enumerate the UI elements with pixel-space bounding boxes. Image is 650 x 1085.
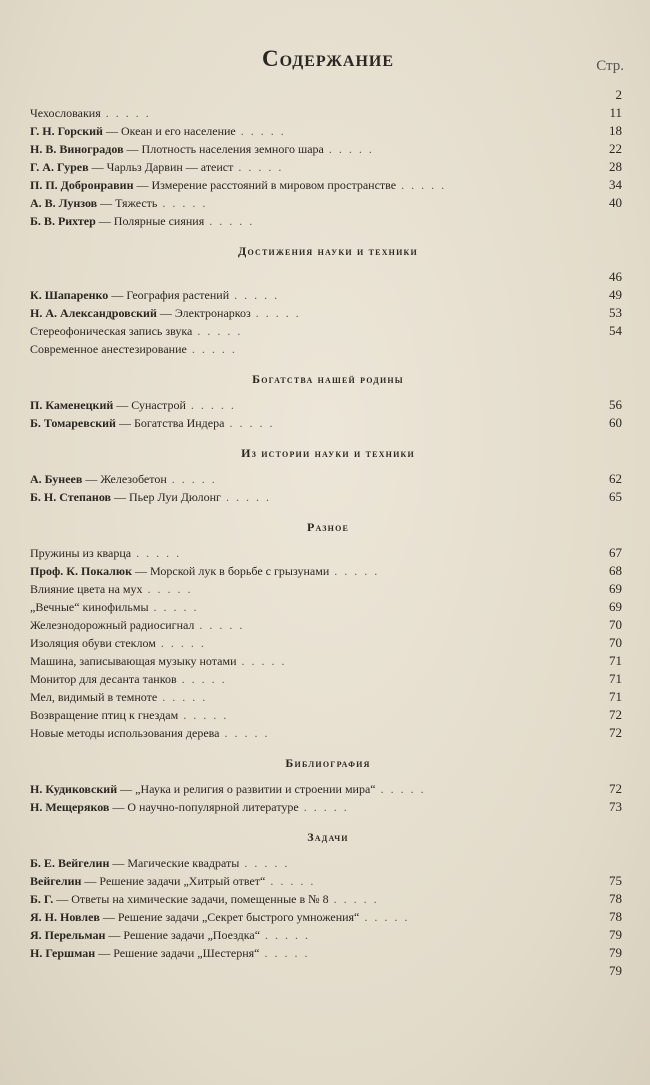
entry-title: — Полярные сияния — [95, 214, 205, 228]
entry-page: 72 — [609, 781, 622, 796]
entry-title: — Океан и его население — [102, 124, 236, 138]
page-title: Содержание — [261, 46, 395, 71]
toc-entry — [30, 598, 626, 616]
toc-entry — [30, 908, 626, 926]
entry-title: — География растений — [108, 288, 230, 302]
entry-title: Мел, видимый в темноте — [30, 690, 158, 704]
toc-entry — [30, 854, 626, 872]
entry-page: 28 — [609, 159, 622, 174]
leader-dots: . . . . . — [157, 690, 208, 704]
leader-dots: . . . . . — [219, 726, 270, 740]
toc-entry — [30, 634, 626, 652]
toc-entry — [30, 140, 626, 158]
page-column-label: Стр. — [596, 58, 624, 74]
entry-author: Я. Перельман — [30, 928, 106, 942]
entry-title: — Решение задачи „Шестерня“ — [95, 946, 260, 960]
entry-title: — „Наука и религия о развитии и строении мира“ — [117, 782, 376, 796]
toc-entry — [30, 652, 626, 670]
toc-entry — [30, 396, 626, 414]
entry-page: 69 — [609, 599, 622, 614]
entry-author: П. П. Добронравин — [30, 178, 134, 192]
toc-section — [30, 244, 626, 358]
leader-dots: . . . . . — [166, 472, 217, 486]
entry-page: 67 — [609, 545, 622, 560]
entry-title: Машина, записывающая музыку нотами — [30, 654, 237, 668]
entry-page: 72 — [609, 725, 622, 740]
leader-dots: . . . . . — [250, 306, 301, 320]
entry-author: Б. Томаревский — [30, 416, 116, 430]
entry-page: 60 — [609, 415, 622, 430]
toc-entry — [30, 122, 626, 140]
leader-dots: . . . . . — [148, 600, 199, 614]
floating-page-number: 79 — [609, 963, 622, 978]
leader-dots: . . . . . — [260, 928, 311, 942]
entry-title: Монитор для десанта танков — [30, 672, 177, 686]
floating-page-number: 46 — [609, 269, 622, 284]
entry-title: — Морской лук в борьбе с грызунами — [132, 564, 330, 578]
entry-title: — Сунастрой — [113, 398, 186, 412]
entry-title: Влияние цвета на мух — [30, 582, 143, 596]
toc-entry — [30, 158, 626, 176]
entry-title: „Вечные“ кинофильмы — [30, 600, 149, 614]
entry-author: А. Бунеев — [30, 472, 83, 486]
entry-title: — Электронаркоз — [156, 306, 251, 320]
entry-author: А. В. Лунзов — [30, 196, 98, 210]
entry-author: Н. Кудиковский — [30, 782, 118, 796]
toc-entry — [30, 414, 626, 432]
toc-entry — [30, 724, 626, 742]
leader-dots: . . . . . — [265, 874, 316, 888]
leader-dots: . . . . . — [100, 106, 151, 120]
entry-page: 54 — [609, 323, 622, 338]
leader-dots: . . . . . — [131, 546, 182, 560]
entry-title: — Тяжесть — [97, 196, 158, 210]
toc-entry — [30, 580, 626, 598]
toc-entry — [30, 322, 626, 340]
leader-dots: . . . . . — [233, 160, 284, 174]
entry-page: 56 — [609, 397, 622, 412]
section-heading: Достижения науки и техники — [238, 244, 418, 258]
entry-title: Новые методы использования дерева — [30, 726, 220, 740]
entry-title: — Железобетон — [82, 472, 167, 486]
entry-author: П. Каменецкий — [30, 398, 114, 412]
toc-section — [30, 756, 626, 816]
section-heading: Из истории науки и техники — [241, 446, 415, 460]
leader-dots: . . . . . — [220, 490, 271, 504]
entry-author: Г. Н. Горский — [30, 124, 103, 138]
entry-title: Железнодорожный радиосигнал — [30, 618, 195, 632]
leader-dots: . . . . . — [155, 636, 206, 650]
leader-dots: . . . . . — [259, 946, 310, 960]
entry-page: 62 — [609, 471, 622, 486]
section-heading: Задачи — [307, 830, 349, 844]
leader-dots: . . . . . — [224, 416, 275, 430]
entry-title: — Магические квадраты — [109, 856, 240, 870]
leader-dots: . . . . . — [204, 214, 255, 228]
entry-author: Б. Г. — [30, 892, 54, 906]
entry-page: 78 — [609, 891, 622, 906]
leader-dots: . . . . . — [396, 178, 447, 192]
leader-dots: . . . . . — [239, 856, 290, 870]
entry-page: 22 — [609, 141, 622, 156]
entry-title: — Измерение расстояний в мировом пространстве — [133, 178, 397, 192]
toc-entry — [30, 176, 626, 194]
toc-entry — [30, 926, 626, 944]
leader-dots: . . . . . — [235, 124, 286, 138]
entry-page: 18 — [609, 123, 622, 138]
entry-title: Изоляция обуви стеклом — [30, 636, 156, 650]
toc-entry — [30, 872, 626, 890]
leader-dots: . . . . . — [375, 782, 426, 796]
leader-dots: . . . . . — [192, 324, 243, 338]
toc-entry — [30, 212, 626, 230]
entry-page: 78 — [609, 909, 622, 924]
entry-author: Я. Н. Новлев — [30, 910, 100, 924]
toc-entry — [30, 944, 626, 962]
toc-entry — [30, 104, 626, 122]
entry-page: 65 — [609, 489, 622, 504]
floating-page-number: 2 — [615, 87, 622, 102]
entry-page: 75 — [609, 873, 622, 888]
leader-dots: . . . . . — [142, 582, 193, 596]
toc-entry — [30, 488, 626, 506]
entry-page: 70 — [609, 635, 622, 650]
toc-entry — [30, 286, 626, 304]
entry-title: — Плотность населения земного шара — [123, 142, 324, 156]
toc-entry — [30, 194, 626, 212]
entry-page: 71 — [609, 689, 622, 704]
entry-title: — Чарльз Дарвин — атеист — [88, 160, 234, 174]
entry-title: Пружины из кварца — [30, 546, 132, 560]
leader-dots: . . . . . — [157, 196, 208, 210]
entry-title: — Решение задачи „Секрет быстрого умножения“ — [99, 910, 360, 924]
entry-title: — Решение задачи „Поездка“ — [105, 928, 261, 942]
toc-entry — [30, 798, 626, 816]
entry-title: — О научно-популярной литературе — [109, 800, 299, 814]
section-heading: Богатства нашей родины — [252, 372, 404, 386]
leader-dots: . . . . . — [359, 910, 410, 924]
leader-dots: . . . . . — [323, 142, 374, 156]
leader-dots: . . . . . — [298, 800, 349, 814]
toc-entry — [30, 670, 626, 688]
toc-entry — [30, 340, 626, 358]
entry-page: 70 — [609, 617, 622, 632]
toc-entry — [30, 616, 626, 634]
entry-title: Чехословакия — [30, 106, 101, 120]
toc-entry — [30, 688, 626, 706]
leader-dots: . . . . . — [194, 618, 245, 632]
entry-author: Б. В. Рихтер — [30, 214, 96, 228]
entry-page: 71 — [609, 671, 622, 686]
leader-dots: . . . . . — [186, 342, 237, 356]
entry-author: Б. Е. Вейгелин — [30, 856, 110, 870]
leader-dots: . . . . . — [229, 288, 280, 302]
leader-dots: . . . . . — [328, 892, 379, 906]
entry-page: 34 — [609, 177, 622, 192]
entry-author: Вейгелин — [30, 874, 82, 888]
entry-page: 69 — [609, 581, 622, 596]
entry-author: Н. Гершман — [30, 946, 96, 960]
entry-author: Проф. К. Покалюк — [30, 564, 132, 578]
entry-page: 49 — [609, 287, 622, 302]
leader-dots: . . . . . — [329, 564, 380, 578]
section-heading: Библиография — [285, 756, 371, 770]
leader-dots: . . . . . — [236, 654, 287, 668]
entry-title: Стереофоническая запись звука — [30, 324, 193, 338]
entry-page: 68 — [609, 563, 622, 578]
entry-title: Возвращение птиц к гнездам — [30, 708, 179, 722]
entry-title: Современное анестезирование — [30, 342, 187, 356]
entry-title: — Богатства Индера — [115, 416, 225, 430]
leader-dots: . . . . . — [178, 708, 229, 722]
entry-page: 53 — [609, 305, 622, 320]
toc-entry — [30, 304, 626, 322]
entry-page: 72 — [609, 707, 622, 722]
toc-entry — [30, 706, 626, 724]
toc-entry — [30, 470, 626, 488]
toc-section — [30, 520, 626, 742]
intro-list — [30, 104, 626, 230]
sections-container — [30, 244, 626, 980]
entry-title: — Пьер Луи Дюлонг — [111, 490, 221, 504]
entry-author: Б. Н. Степанов — [30, 490, 112, 504]
entry-page: 79 — [609, 945, 622, 960]
toc-entry — [30, 562, 626, 580]
entry-title: — Решение задачи „Хитрый ответ“ — [81, 874, 266, 888]
entry-page: 73 — [609, 799, 622, 814]
entry-author: Г. А. Гурев — [30, 160, 89, 174]
entry-author: К. Шапаренко — [30, 288, 109, 302]
entry-page: 79 — [609, 927, 622, 942]
leader-dots: . . . . . — [185, 398, 236, 412]
entry-page: 11 — [609, 105, 622, 120]
section-heading: Разное — [306, 520, 350, 534]
leader-dots: . . . . . — [176, 672, 227, 686]
entry-page: 40 — [609, 195, 622, 210]
toc-section — [30, 372, 626, 432]
toc-entry — [30, 890, 626, 908]
entry-author: Н. А. Александровский — [30, 306, 157, 320]
toc-entry — [30, 544, 626, 562]
entry-page: 71 — [609, 653, 622, 668]
toc-entry — [30, 780, 626, 798]
entry-author: Н. Мещеряков — [30, 800, 110, 814]
entry-author: Н. В. Виноградов — [30, 142, 124, 156]
toc-section — [30, 830, 626, 980]
toc-section — [30, 446, 626, 506]
entry-title: — Ответы на химические задачи, помещенные в № 8 — [53, 892, 329, 906]
